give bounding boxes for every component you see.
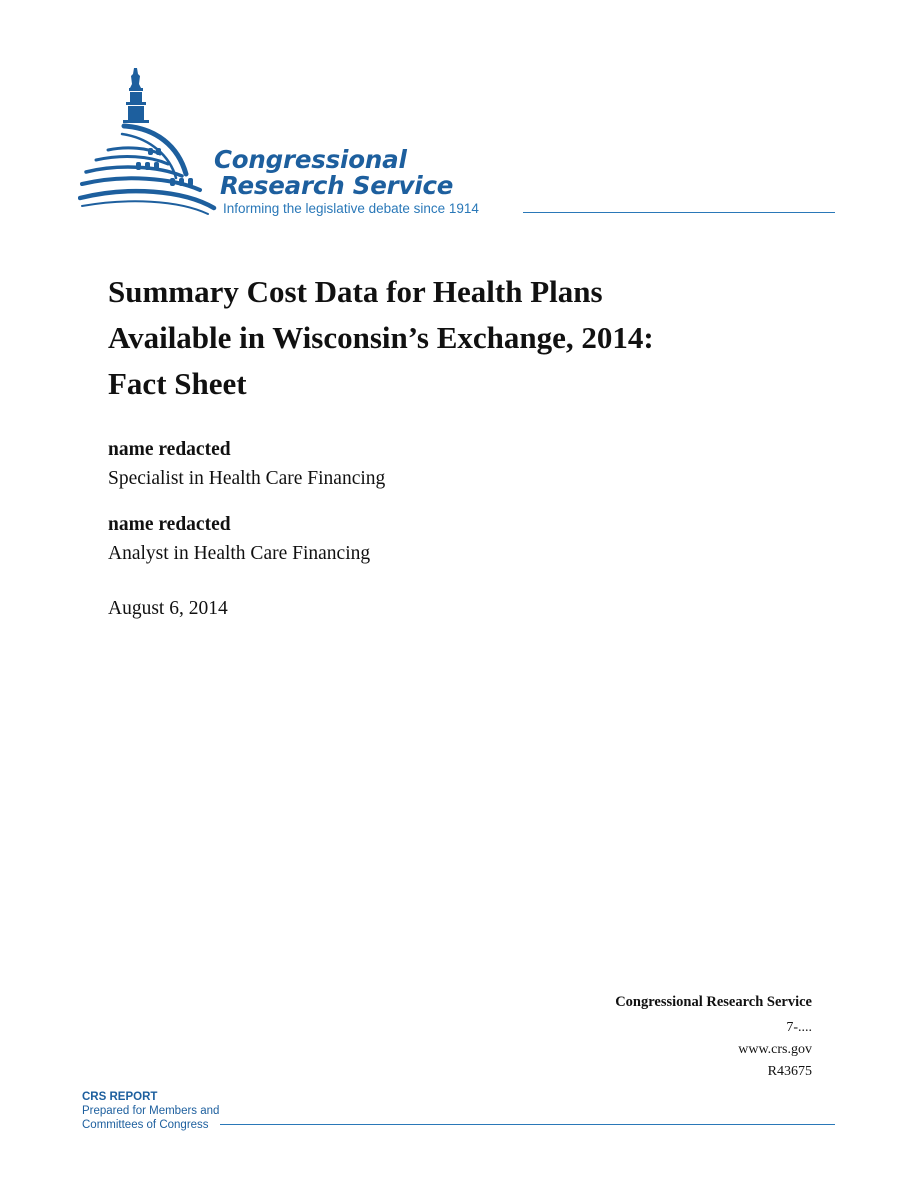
report-date: August 6, 2014	[108, 598, 228, 619]
title-line-3: Fact Sheet	[108, 366, 247, 401]
publisher-code: 7-....	[786, 1020, 812, 1035]
author-1-role: Specialist in Health Care Financing	[108, 468, 386, 489]
capitol-dome-icon	[78, 66, 218, 216]
footer-crs-report	[82, 1090, 219, 1132]
publisher-url[interactable]: www.crs.gov	[738, 1042, 812, 1057]
author-1-name: name redacted	[108, 439, 231, 460]
publisher-org: Congressional Research Service	[615, 994, 812, 1010]
footer-line-3: Committees of Congress	[82, 1119, 209, 1131]
footer-line-2: Prepared for Members and	[82, 1105, 220, 1117]
crs-logo-wordmark	[214, 147, 453, 199]
title-line-2: Available in Wisconsin’s Exchange, 2014:	[108, 320, 654, 355]
report-title	[108, 269, 808, 407]
footer-divider	[220, 1124, 835, 1125]
title-line-1: Summary Cost Data for Health Plans	[108, 274, 603, 309]
publisher-block	[615, 991, 812, 1083]
logo-line-1: Congressional	[214, 145, 407, 174]
logo-line-2: Research Service	[220, 171, 454, 200]
footer-label: CRS REPORT	[82, 1091, 158, 1103]
logo-tagline: Informing the legislative debate since 1914	[223, 201, 479, 216]
header-divider	[523, 212, 835, 213]
author-2-name: name redacted	[108, 514, 231, 535]
author-2-role: Analyst in Health Care Financing	[108, 543, 371, 564]
report-number: R43675	[767, 1064, 812, 1079]
